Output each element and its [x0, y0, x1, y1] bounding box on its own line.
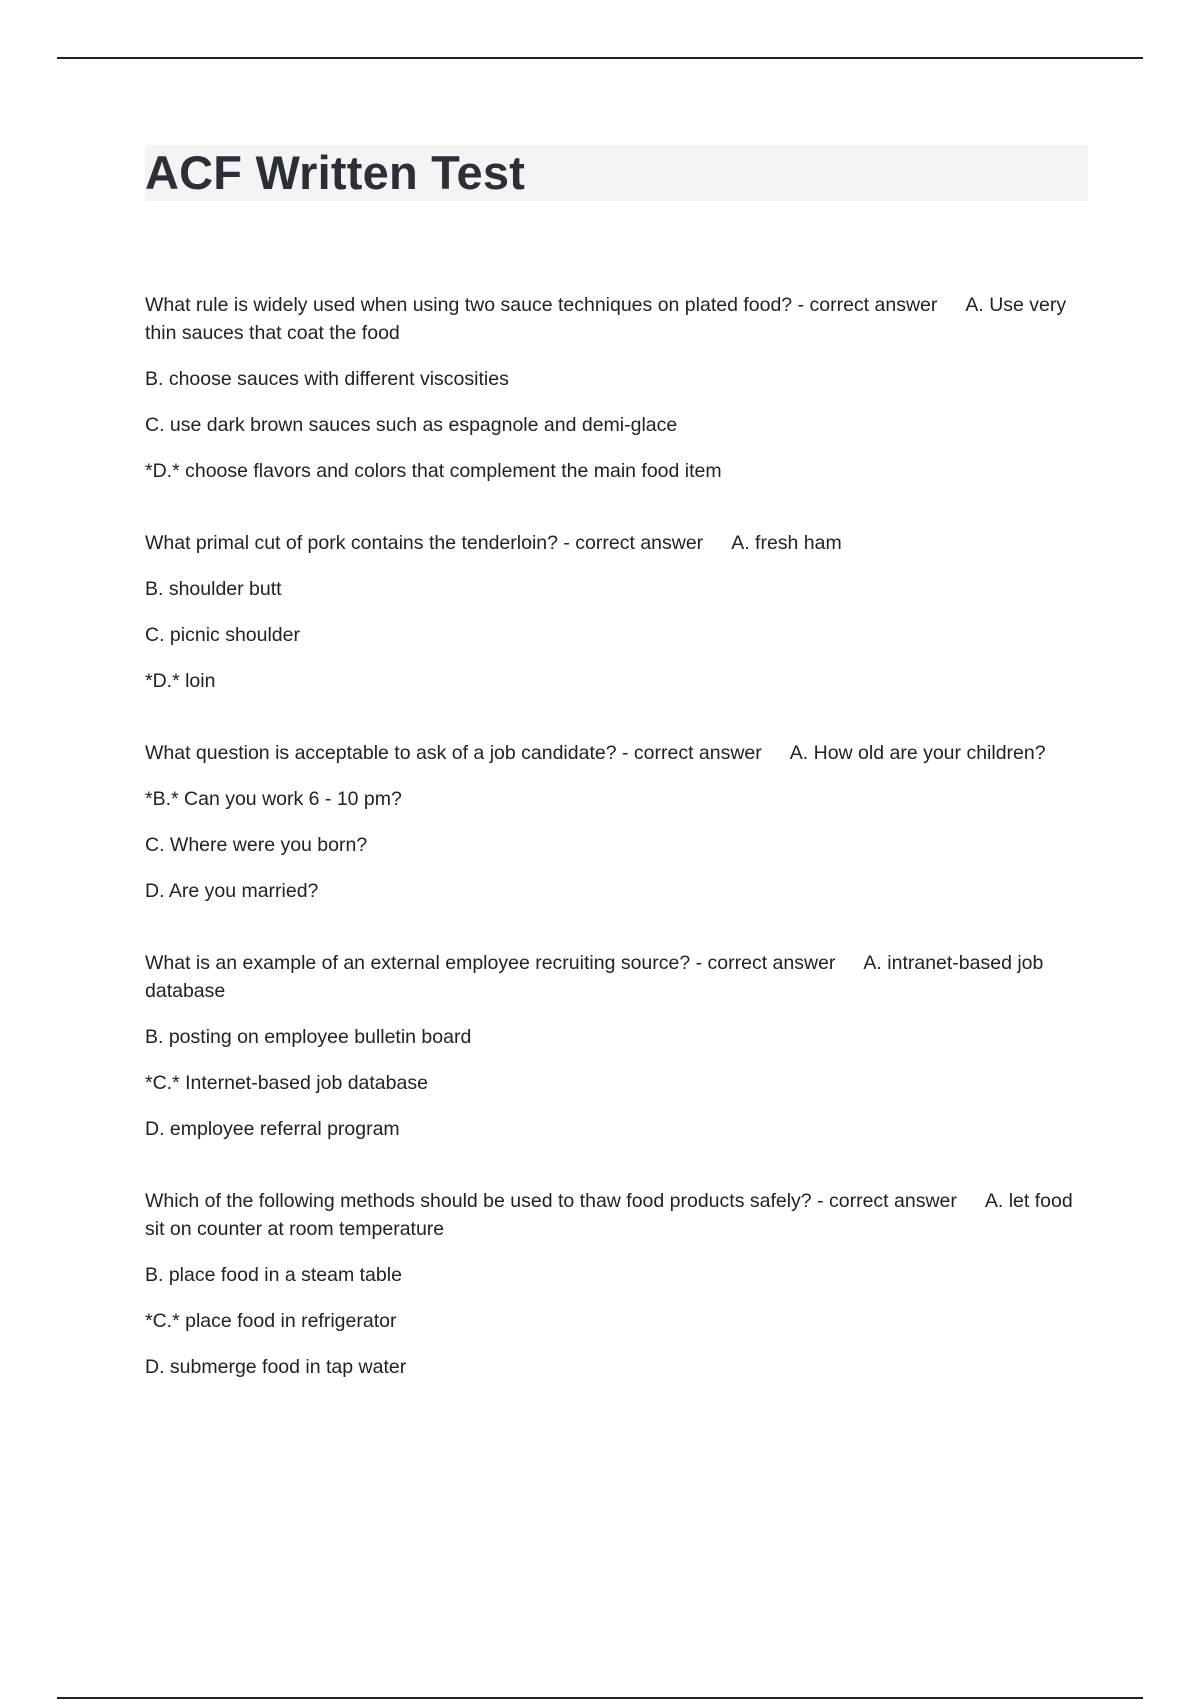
correct-answer-label: - correct answer	[797, 294, 938, 316]
option-b: B. choose sauces with different viscosities	[145, 368, 509, 390]
option-b: B. posting on employee bulletin board	[145, 1026, 472, 1048]
question-block-2	[145, 529, 1090, 695]
question-line	[145, 291, 1090, 347]
option-a: A. fresh ham	[731, 532, 842, 554]
question-text: What primal cut of pork contains the tenderloin?	[145, 532, 558, 554]
top-rule	[57, 57, 1143, 59]
option-c: C. Where were you born?	[145, 834, 368, 856]
option-a: A. let food sit on counter at room temperature	[145, 1190, 1073, 1240]
question-text: What question is acceptable to ask of a job candidate?	[145, 742, 617, 764]
question-block-1	[145, 291, 1090, 485]
correct-answer-label: - correct answer	[563, 532, 704, 554]
question-list	[145, 291, 1090, 1425]
option-a: A. Use very thin sauces that coat the food	[145, 294, 1067, 344]
option-d: D. submerge food in tap water	[145, 1356, 407, 1378]
question-line	[145, 949, 1090, 1005]
option-b: B. shoulder butt	[145, 578, 282, 600]
question-block-3	[145, 739, 1090, 905]
question-block-5	[145, 1187, 1090, 1381]
question-text: What rule is widely used when using two sauce techniques on plated food?	[145, 294, 793, 316]
correct-answer-label: - correct answer	[817, 1190, 957, 1212]
option-d: D. employee referral program	[145, 1118, 400, 1140]
option-a: A. How old are your children?	[789, 742, 1046, 764]
page-title: ACF Written Test	[145, 146, 526, 199]
question-line	[145, 529, 1090, 557]
option-d: *D.* loin	[145, 670, 216, 692]
correct-answer-label: - correct answer	[621, 742, 762, 764]
option-c: *C.* Internet-based job database	[145, 1072, 428, 1094]
option-b: *B.* Can you work 6 - 10 pm?	[145, 788, 402, 810]
question-text: What is an example of an external employee recruiting source?	[145, 952, 691, 974]
option-d: *D.* choose flavors and colors that complement the main food item	[145, 460, 722, 482]
option-c: C. picnic shoulder	[145, 624, 300, 646]
question-line	[145, 739, 1090, 767]
bottom-rule	[57, 1697, 1143, 1699]
correct-answer-label: - correct answer	[695, 952, 836, 974]
option-a: A. intranet-based job database	[145, 952, 1044, 1002]
option-c: C. use dark brown sauces such as espagnole and demi-glace	[145, 414, 678, 436]
option-c: *C.* place food in refrigerator	[145, 1310, 397, 1332]
question-block-4	[145, 949, 1090, 1143]
question-text: Which of the following methods should be used to thaw food products safely?	[145, 1190, 812, 1212]
option-d: D. Are you married?	[145, 880, 319, 902]
question-line	[145, 1187, 1090, 1243]
option-b: B. place food in a steam table	[145, 1264, 402, 1286]
